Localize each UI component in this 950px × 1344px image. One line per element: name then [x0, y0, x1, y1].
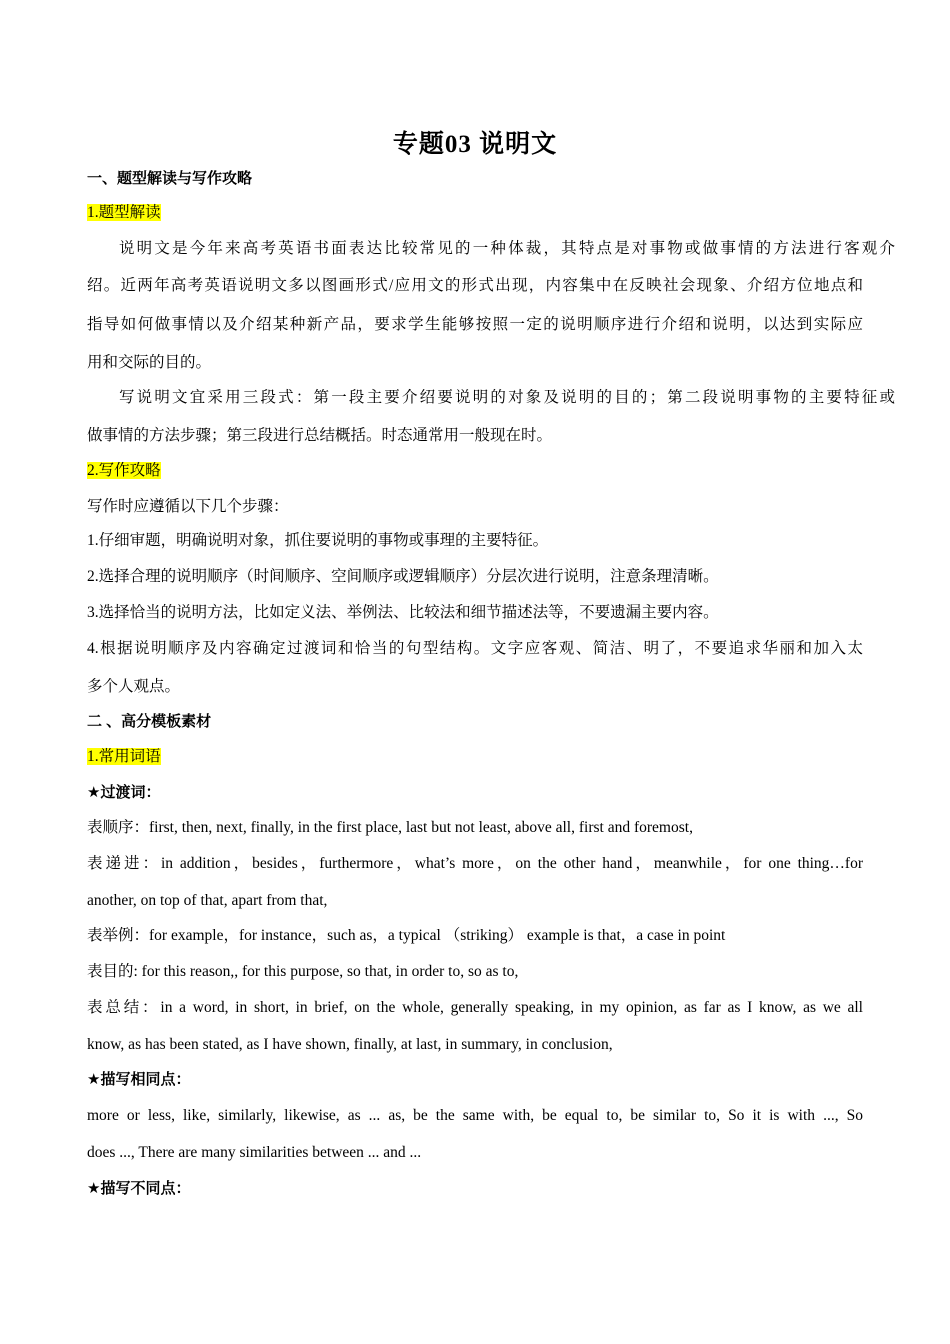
paragraph-line: 做事情的方法步骤；第三段进行总结概括。时态通常用一般现在时。	[87, 427, 553, 444]
page-title: 专题03 说明文	[392, 131, 558, 158]
paragraph-line: 说明文是今年来高考英语书面表达比较常见的一种体裁，其特点是对事物或做事情的方法进行客观介	[119, 240, 895, 257]
steps-intro: 写作时应遵循以下几个步骤：	[87, 498, 289, 515]
word-list-line: more or less, like, similarly, likewise, as ... as, be the same with, be equal to, be similar to, So it is with ..., So	[87, 1107, 863, 1124]
different-heading: ★描写不同点：	[87, 1180, 191, 1197]
word-list-line: does ..., There are many similarities between ... and ...	[87, 1144, 422, 1161]
subheading-common-words: 1.常用词语	[87, 748, 161, 765]
transition-heading: ★过渡词：	[87, 784, 161, 801]
word-list-line: 表举例：for example，for instance，such as，a typical （striking） example is that，a case in point	[87, 927, 726, 944]
word-list-line: another, on top of that, apart from that,	[87, 892, 328, 909]
step-item: 2.选择合理的说明顺序（时间顺序、空间顺序或逻辑顺序）分层次进行说明，注意条理清晰。	[87, 568, 719, 585]
paragraph-line: 写说明文宜采用三段式：第一段主要介绍要说明的对象及说明的目的；第二段说明事物的主要特征或	[119, 389, 895, 406]
word-list-line: 表递进：in addition，besides，furthermore，what’s more，on the other hand，meanwhile，for one thing…for	[87, 855, 863, 872]
word-list-line: know, as has been stated, as I have shown, finally, at last, in summary, in conclusion,	[87, 1036, 613, 1053]
paragraph-line: 绍。近两年高考英语说明文多以图画形式/应用文的形式出现，内容集中在反映社会现象、介绍方位地点和	[87, 277, 863, 294]
paragraph-line: 指导如何做事情以及介绍某种新产品，要求学生能够按照一定的说明顺序进行介绍和说明，以达到实际应	[87, 316, 863, 333]
step-item: 4.根据说明顺序及内容确定过渡词和恰当的句型结构。文字应客观、简洁、明了，不要追求华丽和加入太	[87, 640, 863, 657]
step-item: 1.仔细审题，明确说明对象，抓住要说明的事物或事理的主要特征。	[87, 532, 549, 549]
subheading-question-type: 1.题型解读	[87, 204, 161, 221]
word-list-line: 表目的: for this reason,, for this purpose, so that, in order to, so as to,	[87, 963, 519, 980]
word-list-line: 表顺序：first, then, next, finally, in the first place, last but not least, above all, first and foremost,	[87, 819, 693, 836]
section1-heading: 一、题型解读与写作攻略	[87, 170, 253, 187]
paragraph-line: 用和交际的目的。	[87, 354, 212, 371]
step-item-continued: 多个人观点。	[87, 678, 181, 695]
section2-heading: 二 、高分模板素材	[87, 713, 212, 730]
similar-heading: ★描写相同点：	[87, 1071, 191, 1088]
step-item: 3.选择恰当的说明方法，比如定义法、举例法、比较法和细节描述法等，不要遗漏主要内容。	[87, 604, 719, 621]
word-list-line: 表总结：in a word, in short, in brief, on the whole, generally speaking, in my opinion, as far as I know, as we all	[87, 999, 863, 1016]
subheading-writing-strategy: 2.写作攻略	[87, 462, 161, 479]
